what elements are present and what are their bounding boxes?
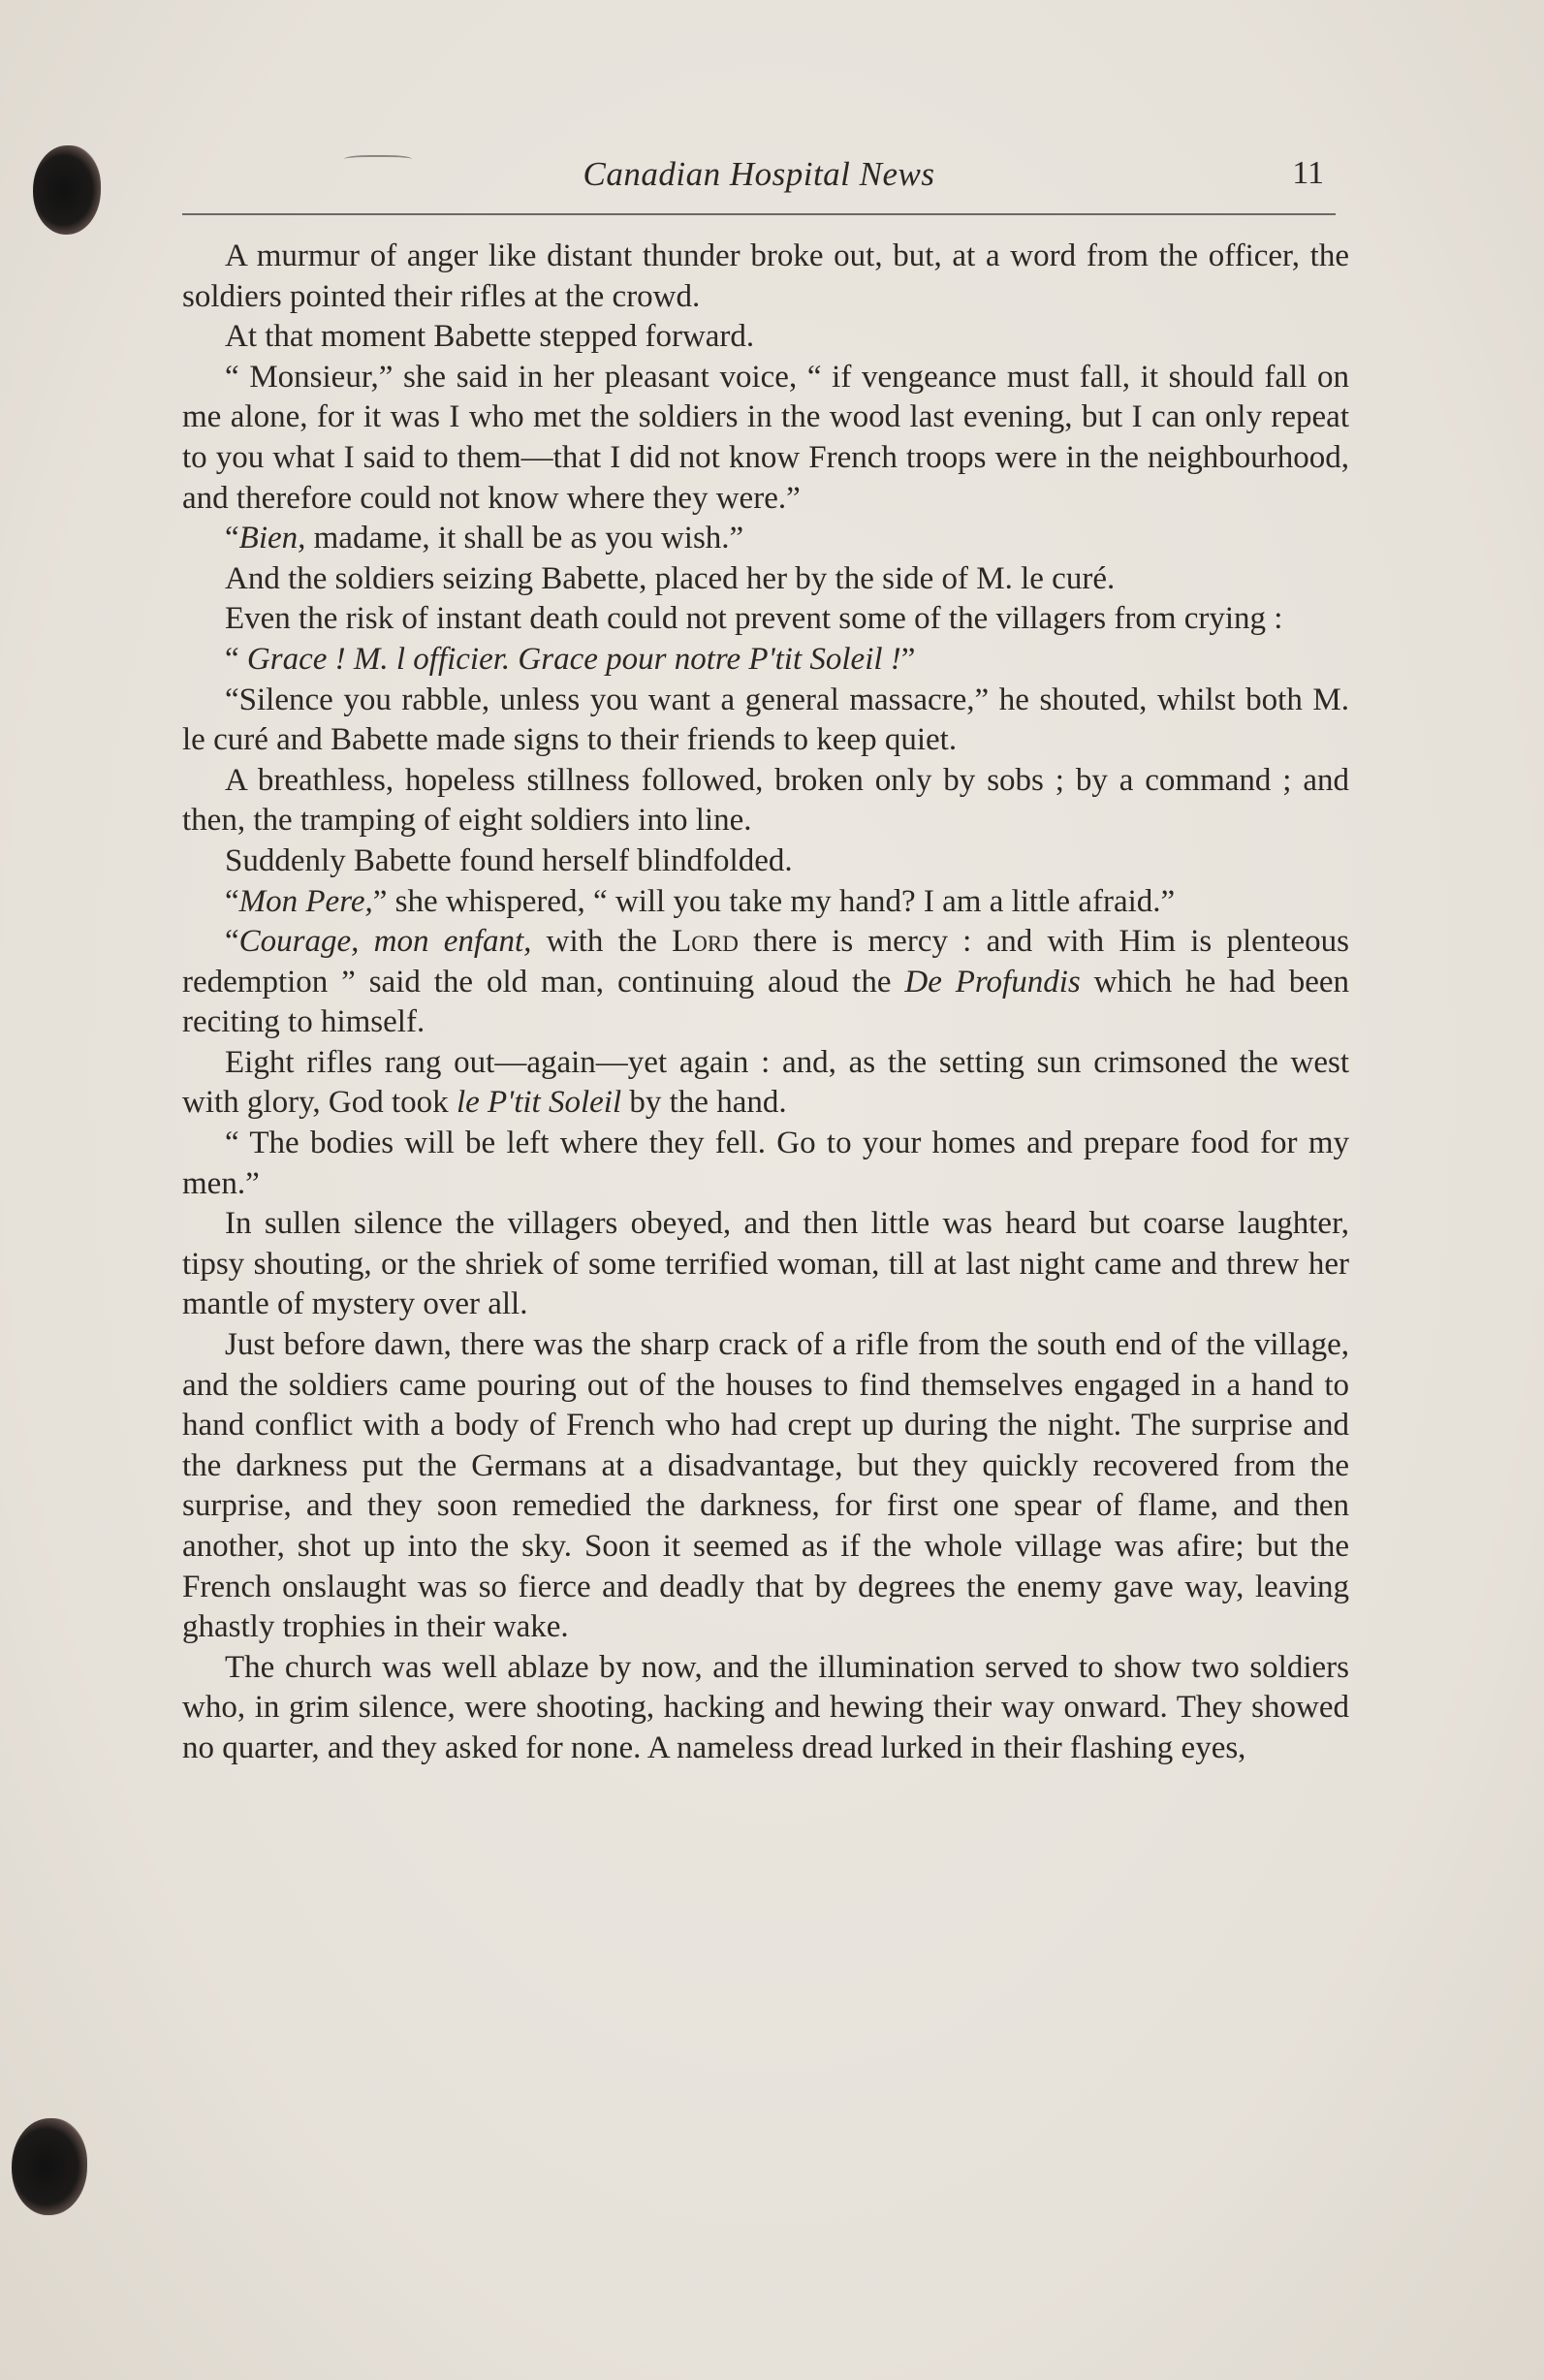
body-text — [182, 237, 1349, 1769]
paragraph — [182, 1204, 1349, 1325]
paragraph — [182, 1648, 1349, 1769]
text-run: Even the risk of instant death could not prevent some of the villagers from crying : — [225, 601, 1283, 637]
text-run: by the hand. — [621, 1085, 787, 1121]
italic-text: Mon Pere, — [238, 883, 373, 919]
text-run: “ — [225, 883, 239, 919]
text-run: And the soldiers seizing Babette, placed her by the side of M. le curé. — [225, 560, 1116, 596]
text-run: Suddenly Babette found herself blindfolded. — [225, 842, 793, 878]
text-run: “ — [225, 521, 239, 556]
text-run: ” she whispered, “ will you take my hand? I am a little afraid.” — [372, 883, 1176, 919]
paragraph — [182, 317, 1349, 358]
small-caps-text: Lord — [672, 924, 739, 960]
text-run: At that moment Babette stepped forward. — [225, 319, 755, 355]
binding-hole-bottom — [12, 2118, 87, 2215]
text-run: In sullen silence the villagers obeyed, and then little was heard but coarse laughter, tipsy shouting, or the shriek of some terrified woman, till at last night came and threw her mantle of mystery over all. — [182, 1206, 1349, 1322]
paragraph — [182, 1043, 1349, 1124]
text-run: with the — [531, 924, 673, 960]
paragraph — [182, 237, 1349, 317]
text-run: “ Monsieur,” she said in her pleasant voice, “ if vengeance must fall, it should fall on me alone, for it was I who met the soldiers in the wood last evening, but I can only repeat to you what I said to them—that I did not know French troops were in the neighbourhood, and therefore could not know where they were.” — [182, 359, 1349, 516]
paragraph — [182, 599, 1349, 640]
paragraph — [182, 681, 1349, 761]
text-run: Eight rifles rang out—again—yet again : and, as the setting sun crimsoned the west with glory, God took — [182, 1044, 1349, 1121]
text-run: “Silence you rabble, unless you want a general massacre,” he shouted, whilst both M. le curé and Babette made signs to their friends to keep quiet. — [182, 682, 1349, 758]
binding-hole-top — [33, 145, 101, 235]
text-run: madame, it shall be as you wish.” — [305, 521, 744, 556]
paragraph — [182, 358, 1349, 519]
paragraph — [182, 519, 1349, 559]
text-run: A murmur of anger like distant thunder broke out, but, at a word from the officer, the soldiers pointed their rifles at the crowd. — [182, 238, 1349, 314]
paragraph — [182, 559, 1349, 600]
running-head — [182, 155, 1336, 198]
italic-text: Grace ! M. l officier. Grace pour notre P'tit Soleil ! — [246, 641, 901, 677]
text-run: ” — [900, 641, 916, 677]
page-title: Canadian Hospital News — [583, 155, 935, 193]
paragraph — [182, 640, 1349, 681]
italic-text: Bien, — [238, 521, 306, 556]
paragraph — [182, 841, 1349, 882]
header-rule — [182, 213, 1336, 215]
text-run: “ — [225, 924, 239, 960]
italic-text: le P'tit Soleil — [456, 1085, 622, 1121]
page-number: 11 — [1292, 155, 1324, 191]
paragraph — [182, 1325, 1349, 1648]
text-run: “ The bodies will be left where they fell. Go to your homes and prepare food for my men.” — [182, 1126, 1349, 1201]
paragraph — [182, 761, 1349, 841]
paragraph — [182, 1124, 1349, 1204]
text-run: A breathless, hopeless stillness followed, broken only by sobs ; by a command ; and then, the tramping of eight soldiers into line. — [182, 762, 1349, 839]
italic-text: De Profundis — [904, 964, 1081, 1000]
text-run: The church was well ablaze by now, and the illumination served to show two soldiers who, in grim silence, were shooting, hacking and hewing their way onward. They showed no quarter, and they asked for none. A nameless dread lurked in their flashing eyes, — [182, 1649, 1349, 1765]
paragraph — [182, 922, 1349, 1043]
text-run: “ — [225, 641, 247, 677]
text-run: there is mercy : and with Him is plenteous redemption ” said the old man, continuing aloud the — [182, 924, 1349, 1000]
italic-text: Courage, mon enfant, — [238, 924, 532, 960]
text-run: which he had been reciting to himself. — [182, 964, 1349, 1040]
text-run: Just before dawn, there was the sharp crack of a rifle from the south end of the village, and the soldiers came pouring out of the houses to find themselves engaged in a hand to hand conflict with a body of French who had crept up during the night. The surprise and the darkness put the Germans at a disadvantage, but they quickly recovered from the surprise, and they soon remedied the darkness, for first one spear of flame, and then another, shot up into the sky. Soon it seemed as if the whole village was afire; but the French onslaught was so fierce and deadly that by degrees the enemy gave way, leaving ghastly trophies in their wake. — [182, 1327, 1349, 1645]
paragraph — [182, 882, 1349, 923]
